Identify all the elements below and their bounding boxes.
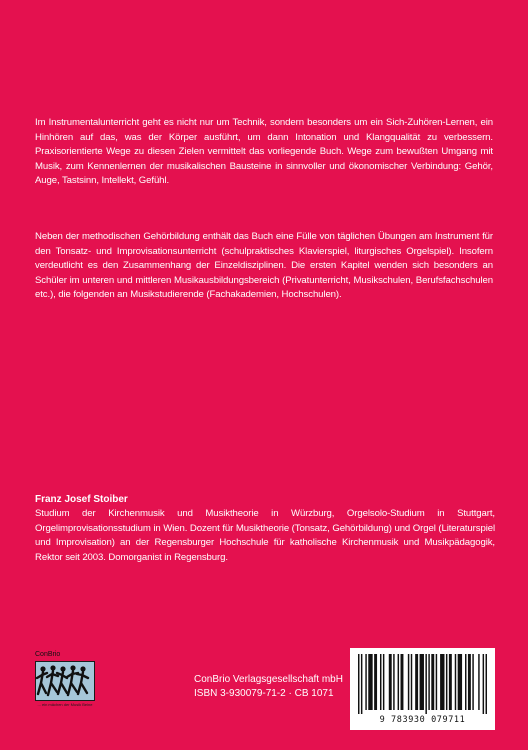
running-figures-icon — [36, 662, 94, 700]
barcode-bar — [398, 654, 399, 710]
barcode-bar — [446, 654, 447, 710]
barcode-bar — [393, 654, 394, 710]
barcode-bar — [358, 654, 359, 714]
conbrio-logo — [35, 651, 95, 709]
barcode-bar — [436, 654, 437, 710]
barcode-bar — [401, 654, 404, 710]
logo-box — [35, 661, 95, 701]
barcode-bar — [483, 654, 484, 714]
barcode-bar — [380, 654, 381, 710]
barcode-bar — [361, 654, 362, 714]
isbn-line: ISBN 3-930079-71-2 · CB 1071 — [194, 687, 334, 699]
barcode-bar — [389, 654, 392, 710]
barcode-bar — [411, 654, 412, 710]
barcode-bar — [465, 654, 466, 710]
barcode-bar — [458, 654, 462, 710]
barcode-icon — [358, 654, 487, 714]
barcode-bar — [472, 654, 473, 710]
logo-slogan: ... ein mächen der Musik Beine — [37, 702, 93, 707]
description-paragraph-2: Neben der methodischen Gehörbildung enthält das Buch eine Fülle von täglichen Übungen am Instrument für den Tonsatz- und Improvisationsunterricht (schulpraktisches Klavierspiel, liturgisches Orgelspiel). Insofern verdeutlicht es den Zusammenhang der Einzeldisziplinen. Die ersten Kapitel wenden sich besonders an Schüler im unteren und mittleren Musikausbildungsbereich (Privatunterricht, Musikschulen, Berufsfachschulen etc.), die folgenden an Musikstudierende (Fachakademien, Hochschulen). — [35, 231, 493, 301]
barcode-bar — [383, 654, 384, 710]
author-name: Franz Josef Stoiber — [35, 494, 128, 505]
barcode-bar — [428, 654, 429, 710]
barcode-bar — [408, 654, 409, 710]
barcode-bar — [449, 654, 452, 710]
author-section — [35, 493, 495, 565]
author-bio: Studium der Kirchenmusik und Musiktheorie in Würzburg, Orgelsolo-Studium in Stuttgart, Orgelimprovisationsstudium in Wien. Dozent für Musiktheorie (Tonsatz, Gehörbildung) und Orgel (Literaturspiel und Improvisation) an der Regensburger Hochschule für katholische Kirchenmusik und Musikpädagogik, Rektor seit 2003. Domorganist in Regensburg. — [35, 508, 495, 563]
publisher-name: ConBrio Verlagsgesellschaft mbH — [194, 674, 343, 685]
barcode-bar — [365, 654, 366, 710]
barcode-bar — [415, 654, 418, 710]
barcode-bar — [478, 654, 479, 710]
barcode-bar — [455, 654, 456, 710]
barcode-bar — [486, 654, 487, 714]
barcode-bar — [368, 654, 372, 710]
logo-brand: ConBrio — [35, 651, 61, 658]
barcode-bar — [425, 654, 426, 714]
barcode-number: 9 783930 079711 — [379, 715, 466, 725]
barcode-bar — [431, 654, 434, 710]
barcode-bar — [374, 654, 377, 710]
publisher-info — [194, 673, 343, 700]
barcode — [350, 648, 495, 730]
barcode-bar — [440, 654, 444, 710]
barcode-bar — [468, 654, 471, 710]
description-paragraph-1: Im Instrumentalunterricht geht es nicht nur um Technik, sondern besonders um ein Sich-Zuhören-Lernen, ein Hinhören auf das, was der Körper ausführt, um dann Intonation und Klangqualität zu verbessern. Praxisorientierte Wege zu diesen Zielen vermittelt das vorliegende Buch. Wege zum bewußten Umgang mit Musik, zum Kennenlernen der musikalischen Bausteine in sinnvoller und ökonomischer Verbindung: Gehör, Auge, Tastsinn, Intellekt, Gefühl. — [35, 117, 493, 187]
barcode-bar — [420, 654, 424, 710]
